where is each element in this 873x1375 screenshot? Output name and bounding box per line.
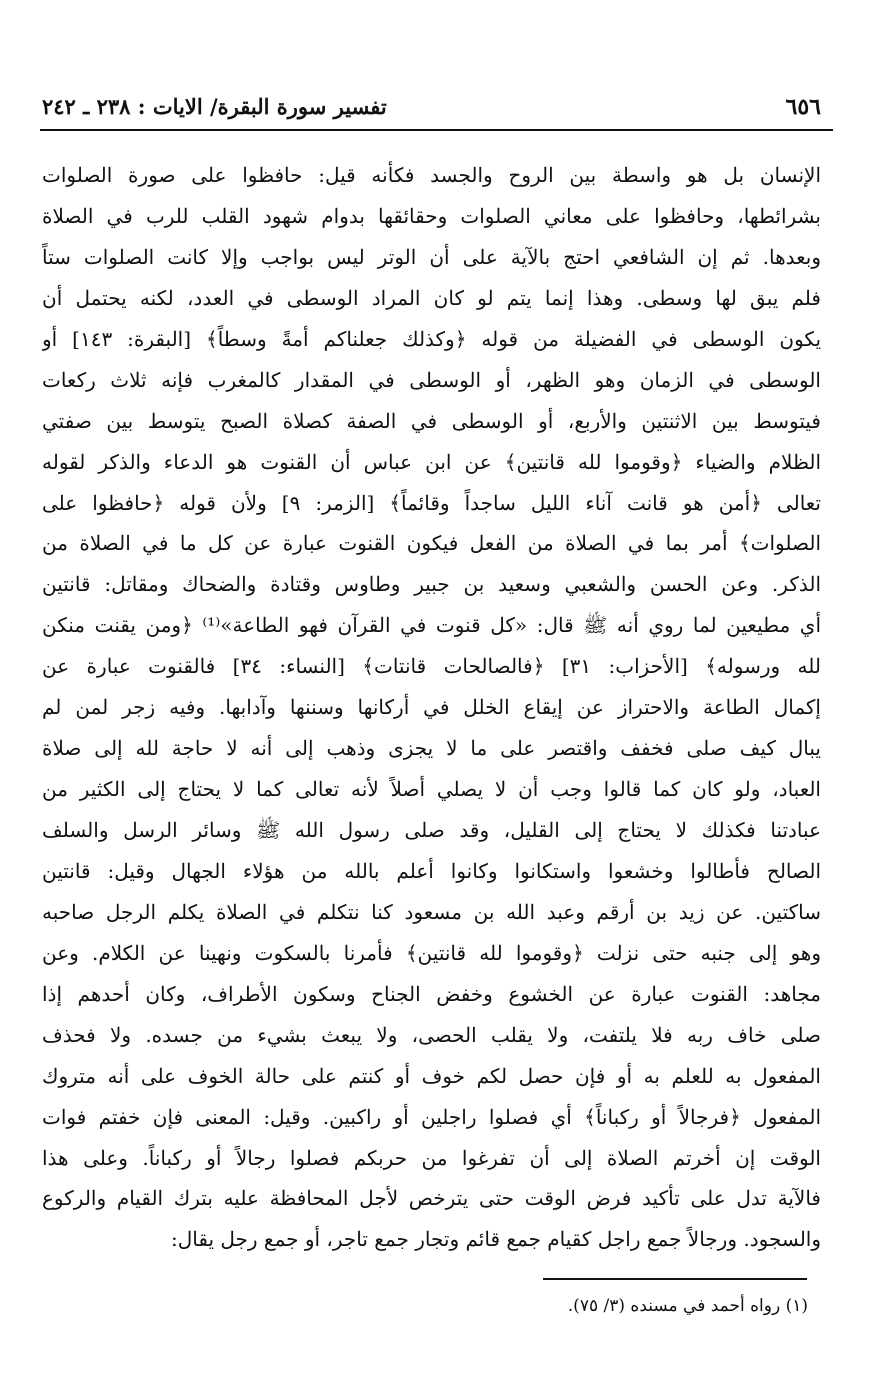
page-number: ٦٥٦	[785, 94, 821, 120]
text-line: عبادتنا فكذلك لا يحتاج إلى القليل، وقد صلى رسول الله ﷺ وسائر الرسل والسلف	[42, 818, 821, 842]
text-line: الوقت إن أخرتم الصلاة إلى أن تفرغوا من حربكم فصلوا رجالاً أو ركباناً. وعلى هذا	[42, 1145, 821, 1170]
text-line: فلم يبق لها وسطى. وهذا إنما يتم لو كان المراد الوسطى في العدد، لكنه يحتمل أن	[42, 285, 821, 310]
text-line: يبال كيف صلى فخفف واقتصر على ما لا يجزى وذهب إلى أنه لا حاجة لله إلى صلاة	[42, 736, 821, 761]
text-line: العباد، ولو كان كما قالوا وجب أن لا يصلي أصلاً لأنه تعالى كما لا يحتاج إلى الكثير من	[42, 777, 821, 802]
text-line: تعالى ﴿أمن هو قانت آناء الليل ساجداً وقائماً﴾ [الزمر: ٩] ولأن قوله ﴿حافظوا على	[42, 490, 821, 515]
text-line: أي مطيعين لما روي أنه ﷺ قال: «كل قنوت في القرآن فهو الطاعة»⁽¹⁾ ﴿ومن يقنت منكن	[42, 613, 821, 638]
text-line: الصلوات﴾ أمر بما في الصلاة من الفعل فيكون القنوت عبارة عن كل ما في الصلاة من	[42, 531, 821, 556]
footnote-divider	[543, 1278, 807, 1280]
text-line: صلى خاف ربه فلا يلتفت، ولا يقلب الحصى، ولا يبعث بشيء من جسده. ولا فحذف	[42, 1022, 821, 1047]
text-line: والسجود. ورجالاً جمع راجل كقيام جمع قائم وتجار جمع تاجر، أو جمع رجل يقال:	[171, 1227, 821, 1252]
page-header	[42, 92, 831, 126]
text-line: وبعدها. ثم إن الشافعي احتج بالآية على أن الوتر ليس بواجب وإلا كانت الصلوات ستاً	[42, 244, 821, 269]
text-line: لله ورسوله﴾ [الأحزاب: ٣١] ﴿فالصالحات قانتات﴾ [النساء: ٣٤] فالقنوت عبارة عن	[42, 654, 821, 679]
text-line: فالآية تدل على تأكيد فرض الوقت حتى يترخص لأجل المحافظة عليه بترك القيام والركوع	[42, 1186, 821, 1211]
text-line: المفعول به للعلم به أو فإن حصل لكم خوف أو كنتم على حالة الخوف على أنه متروك	[42, 1063, 821, 1088]
footnote: (١) رواه أحمد في مسنده (٣/ ٧٥).	[567, 1296, 808, 1316]
text-line: الظلام والضياء ﴿وقوموا لله قانتين﴾ عن ابن عباس أن القنوت هو الدعاء والذكر لقوله	[42, 449, 821, 474]
text-line: المفعول ﴿فرجالاً أو ركباناً﴾ أي فصلوا راجلين أو راكبين. وقيل: المعنى فإن خفتم فوات	[42, 1104, 821, 1129]
text-line: الذكر. وعن الحسن والشعبي وسعيد بن جبير وطاوس وقتادة والضحاك ومقاتل: قانتين	[42, 572, 821, 597]
text-line: الإنسان بل هو واسطة بين الروح والجسد فكأنه قيل: حافظوا على صورة الصلوات	[42, 163, 821, 187]
body-text	[42, 155, 821, 1260]
text-line: إكمال الطاعة والاحتراز عن إيقاع الخلل في أركانها وسننها وآدابها. وفيه زجر لمن لم	[42, 695, 821, 720]
text-line: بشرائطها، وحافظوا على معاني الصلوات وحقائقها بدوام شهود القلب للرب في الصلاة	[42, 203, 821, 228]
text-line: يكون الوسطى في الفضيلة من قوله ﴿وكذلك جعلناكم أمةً وسطاً﴾ [البقرة: ١٤٣] أو	[42, 326, 821, 351]
text-line: فيتوسط بين الاثنتين والأربع، أو الوسطى في الصفة كصلاة الصبح يتوسط بين صفتي	[42, 408, 821, 433]
text-line: الصالح فأطالوا وخشعوا واستكانوا وكانوا أعلم بالله من هؤلاء الجهال وقيل: قانتين	[42, 858, 821, 883]
text-line: وهو إلى جنبه حتى نزلت ﴿وقوموا لله قانتين﴾ فأمرنا بالسكوت ونهينا عن الكلام. وعن	[42, 940, 821, 965]
header-divider	[40, 129, 833, 131]
text-line: الوسطى في الزمان وهو الظهر، أو الوسطى في المقدار كالمغرب فإنه ثلاث ركعات	[42, 367, 821, 392]
text-line: ساكتين. عن زيد بن أرقم وعبد الله بن مسعود كنا نتكلم في الصلاة يكلم الرجل صاحبه	[42, 899, 821, 924]
running-title: تفسير سورة البقرة/ الايات : ٢٣٨ ـ ٢٤٢	[42, 94, 387, 119]
text-line: مجاهد: القنوت عبارة عن الخشوع وخفض الجناح وسكون الأطراف، وكان أحدهم إذا	[42, 981, 821, 1006]
